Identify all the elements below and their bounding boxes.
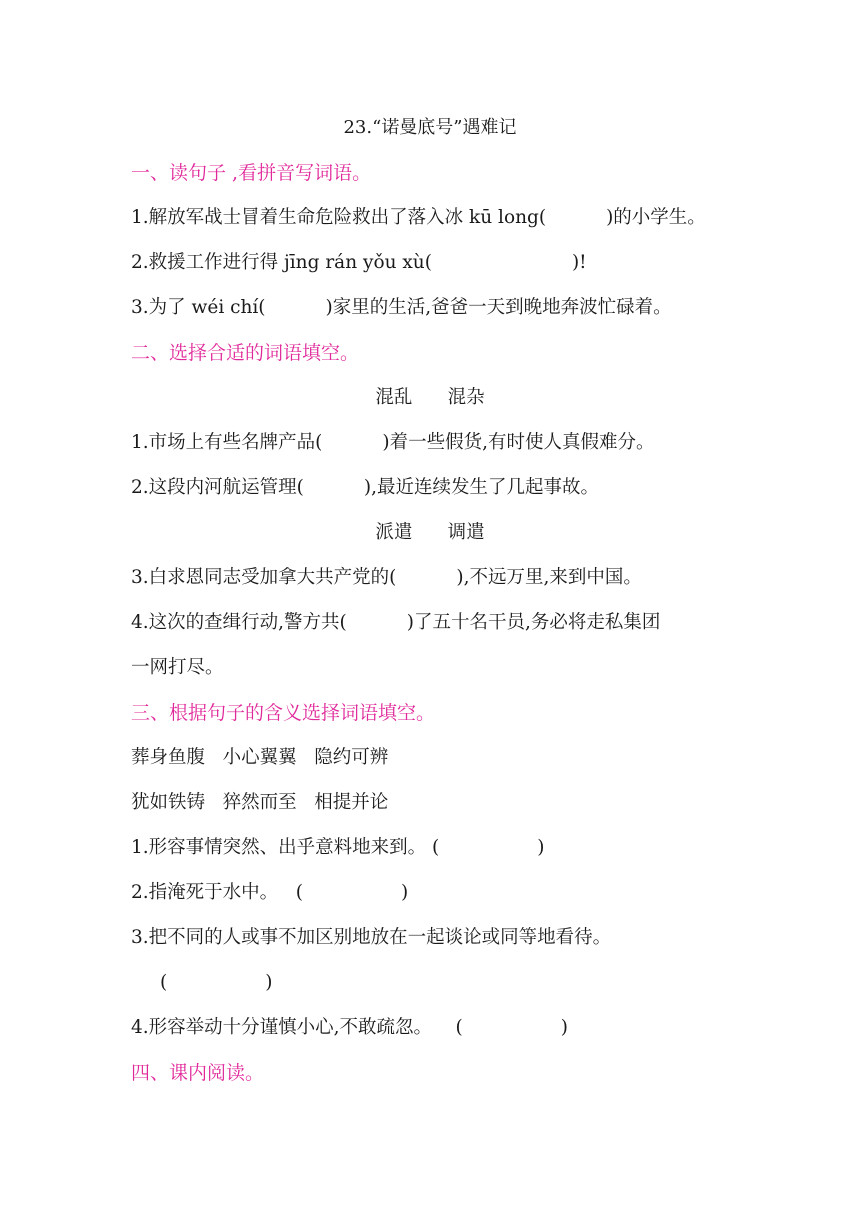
question-text: )家里的生活,爸爸一天到晚地奔波忙碌着。 xyxy=(325,297,672,318)
question-3-1 xyxy=(131,836,544,860)
question-3-2 xyxy=(131,881,408,905)
question-text: ),不远万里,来到中国。 xyxy=(456,567,642,588)
question-text: )了五十名干员,务必将走私集团 xyxy=(406,612,661,633)
question-text: ) xyxy=(265,972,273,993)
question-text: 2.指淹死于水中。 ( xyxy=(131,882,304,903)
question-text: 1.形容事情突然、出乎意料地来到。 ( xyxy=(131,837,440,858)
idiom-choices-row-2: 犹如铁铸 猝然而至 相提并论 xyxy=(131,792,389,813)
question-2-3 xyxy=(131,566,642,590)
question-text: 3.白求恩同志受加拿大共产党的( xyxy=(131,567,397,588)
word-choices-2: 派遣 调遣 xyxy=(375,522,485,543)
question-text: 1.市场上有些名牌产品( xyxy=(131,432,323,453)
question-text: ) xyxy=(537,837,545,858)
question-1-1 xyxy=(131,206,706,230)
question-2-4-continued: 一网打尽。 xyxy=(131,657,224,678)
question-text: 1.解放军战士冒着生命危险救出了落入冰 kū long( xyxy=(131,207,547,228)
question-text: 4.形容举动十分谨慎小心,不敢疏忽。 ( xyxy=(131,1017,463,1038)
question-text: 2.这段内河航运管理( xyxy=(131,477,304,498)
question-2-1 xyxy=(131,431,654,455)
question-text: ( xyxy=(160,972,168,993)
word-choices-1: 混乱 混杂 xyxy=(375,387,485,408)
section-1-heading: 一、读句子 ,看拼音写词语。 xyxy=(131,162,372,184)
question-text: )着一些假货,有时使人真假难分。 xyxy=(382,432,655,453)
section-4-heading: 四、课内阅读。 xyxy=(131,1062,265,1084)
question-text: 3.为了 wéi chí( xyxy=(131,297,266,318)
question-text: )! xyxy=(571,252,587,273)
question-text: 4.这次的查缉行动,警方共( xyxy=(131,612,347,633)
section-3-heading: 三、根据句子的含义选择词语填空。 xyxy=(131,702,436,724)
question-2-4 xyxy=(131,611,660,635)
question-text: ) xyxy=(560,1017,568,1038)
question-text: 2.救援工作进行得 jīng rán yǒu xù( xyxy=(131,252,432,273)
question-3-3: 3.把不同的人或事不加区别地放在一起谈论或同等地看待。 xyxy=(131,927,612,948)
section-2-heading: 二、选择合适的词语填空。 xyxy=(131,342,360,364)
page-title: 23.“诺曼底号”遇难记 xyxy=(343,117,517,138)
question-1-2 xyxy=(131,251,587,275)
question-text: ) xyxy=(401,882,409,903)
question-3-3-answer xyxy=(160,971,272,995)
question-1-3 xyxy=(131,296,672,320)
question-3-4 xyxy=(131,1016,568,1040)
question-text: ),最近连续发生了几起事故。 xyxy=(363,477,599,498)
question-text: )的小学生。 xyxy=(606,207,706,228)
idiom-choices-row-1: 葬身鱼腹 小心翼翼 隐约可辨 xyxy=(131,747,389,768)
question-2-2 xyxy=(131,476,599,500)
